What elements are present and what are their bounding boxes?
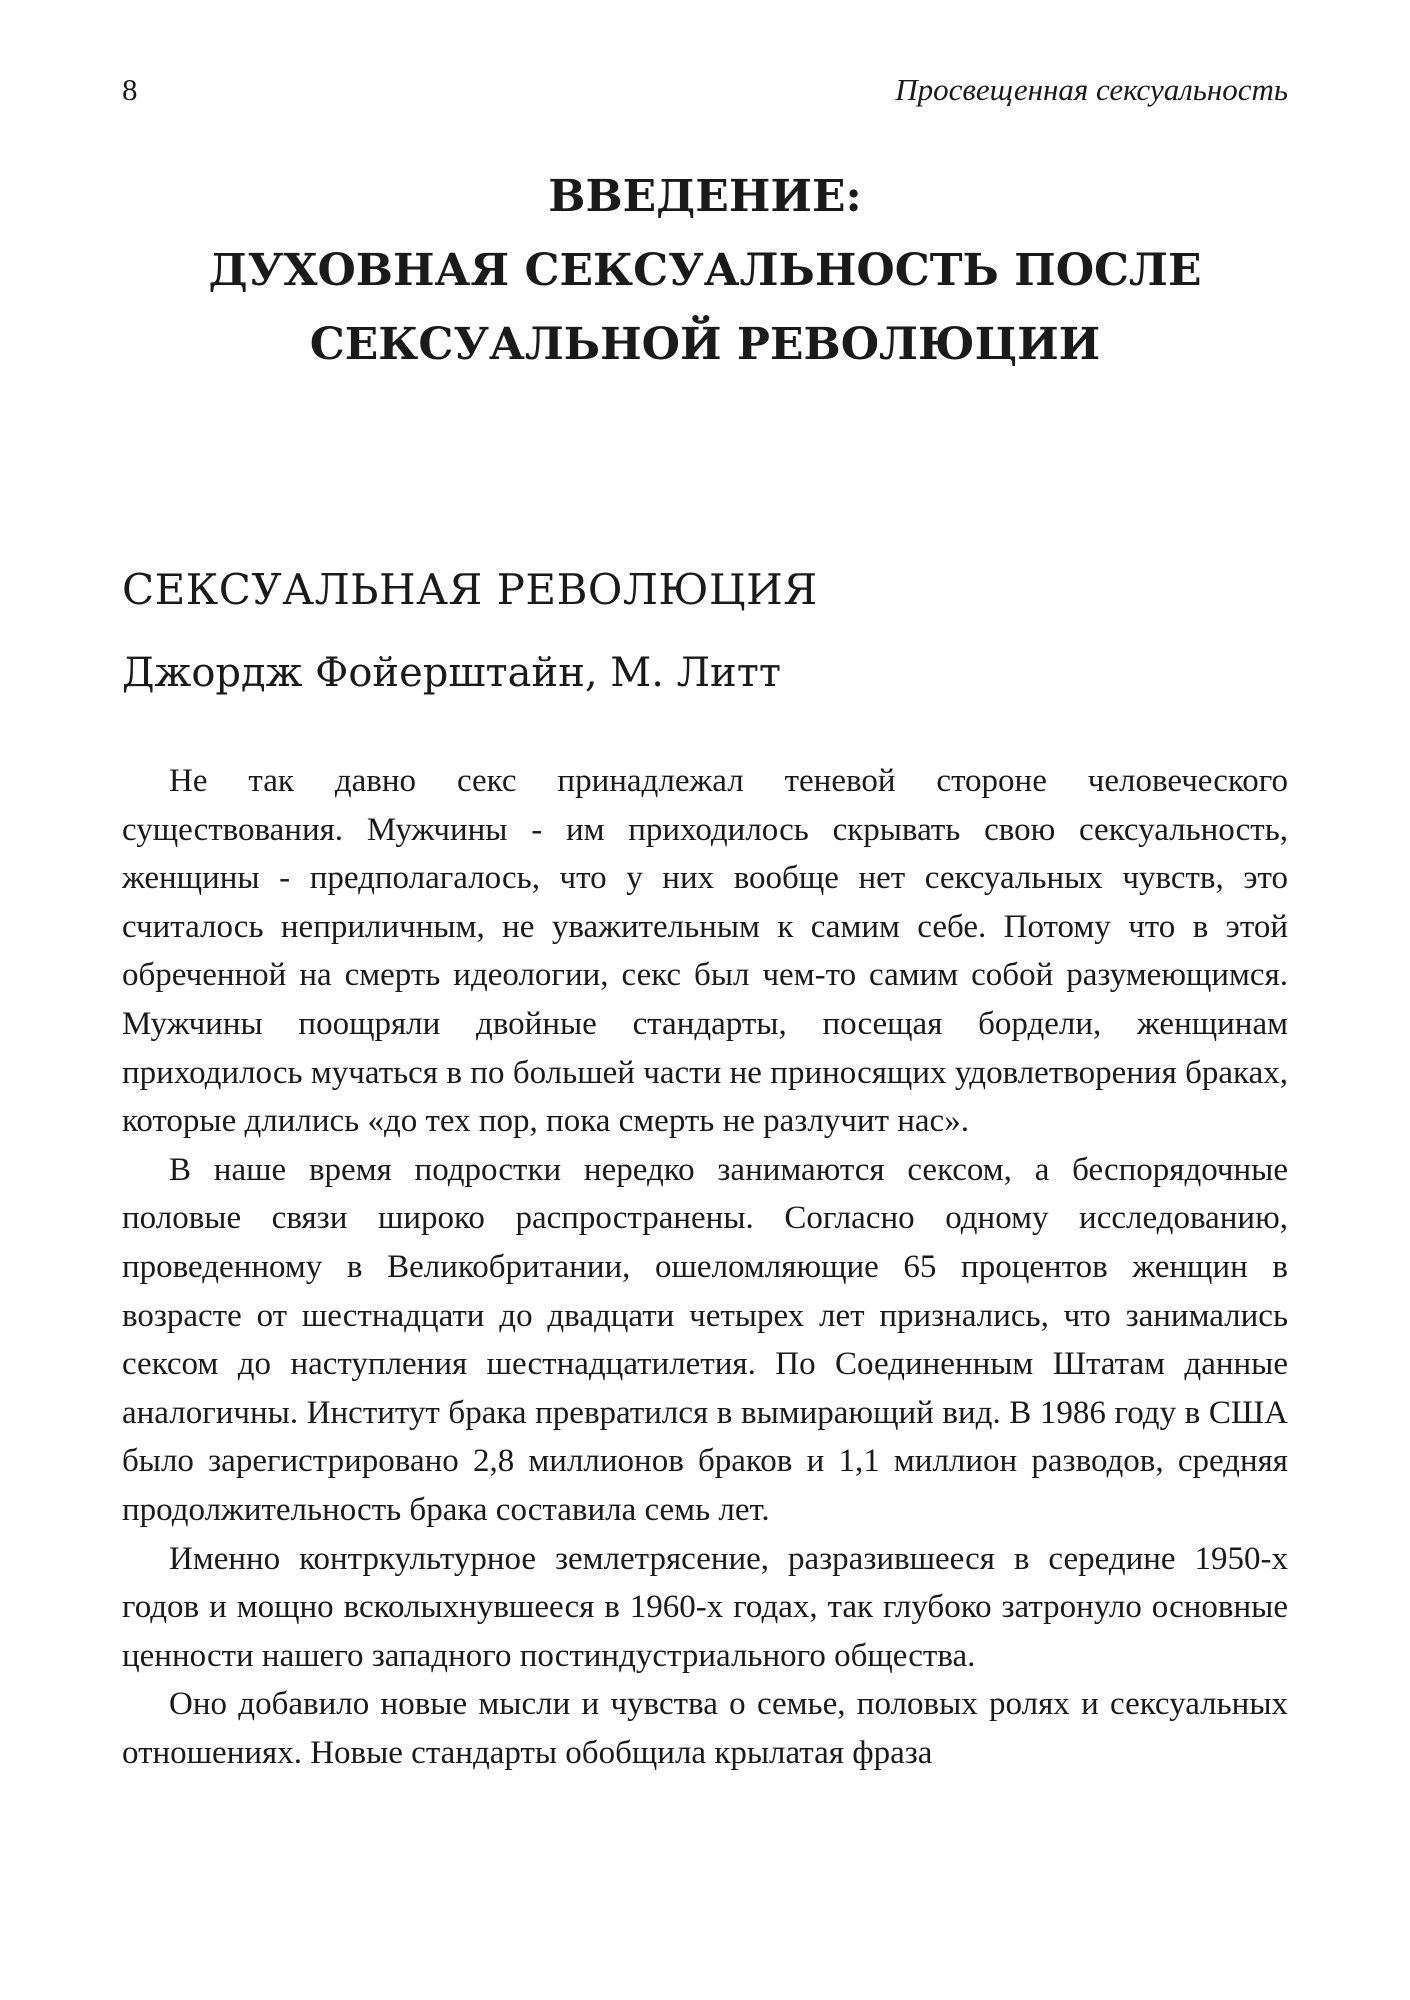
running-header — [122, 70, 1288, 110]
body-text — [122, 757, 1288, 1777]
chapter-title-line: ДУХОВНАЯ СЕКСУАЛЬНОСТЬ ПОСЛЕ — [208, 245, 1202, 296]
paragraph: Не так давно секс принадлежал теневой стороне человеческого существования. Мужчины - им приходилось скрывать свою сексуальность, женщины - предполагалось, что у них вообще нет сексуальных чувств, это считалось неприличным, не уважительным к самим себе. Потому что в этой обреченной на смерть идеологии, секс был чем-то самим собой разумеющимся. Мужчины поощряли двойные стандарты, посещая бордели, женщинам приходилось мучаться в по большей части не приносящих удовлетворения браках, которые длились «до тех пор, пока смерть не разлучит нас». — [122, 763, 1288, 1140]
paragraph: Оно добавило новые мысли и чувства о семье, половых ролях и сексуальных отношениях. Новые стандарты обобщила крылатая фраза — [122, 1686, 1288, 1771]
running-title: Просвещенная сексуальность — [895, 72, 1288, 107]
page-number: 8 — [122, 72, 138, 107]
chapter-title-line: СЕКСУАЛЬНОЙ РЕВОЛЮЦИИ — [309, 319, 1101, 370]
chapter-title — [122, 160, 1288, 382]
section-author: Джордж Фойерштайн, М. Литт — [122, 650, 781, 696]
paragraph: Именно контркультурное землетрясение, разразившееся в середине 1950-х годов и мощно всколыхнувшееся в 1960-х годах, так глубоко затронуло основные ценности нашего западного постиндустриального общества. — [122, 1540, 1288, 1674]
chapter-title-line: ВВЕДЕНИЕ: — [548, 171, 862, 222]
section-title: СЕКСУАЛЬНАЯ РЕВОЛЮЦИЯ — [122, 565, 818, 614]
paragraph: В наше время подростки нередко занимаются сексом, а беспорядочные половые связи широко распространены. Согласно одному исследованию, проведенному в Великобритании, ошеломляющие 65 процентов женщин в возрасте от шестнадцати до двадцати четырех лет признались, что занимались сексом до наступления шестнадцатилетия. По Соединенным Штатам данные аналогичны. Институт брака превратился в вымирающий вид. В 1986 году в США было зарегистрировано 2,8 миллионов браков и 1,1 миллион разводов, средняя продолжительность брака составила семь лет. — [122, 1151, 1288, 1528]
